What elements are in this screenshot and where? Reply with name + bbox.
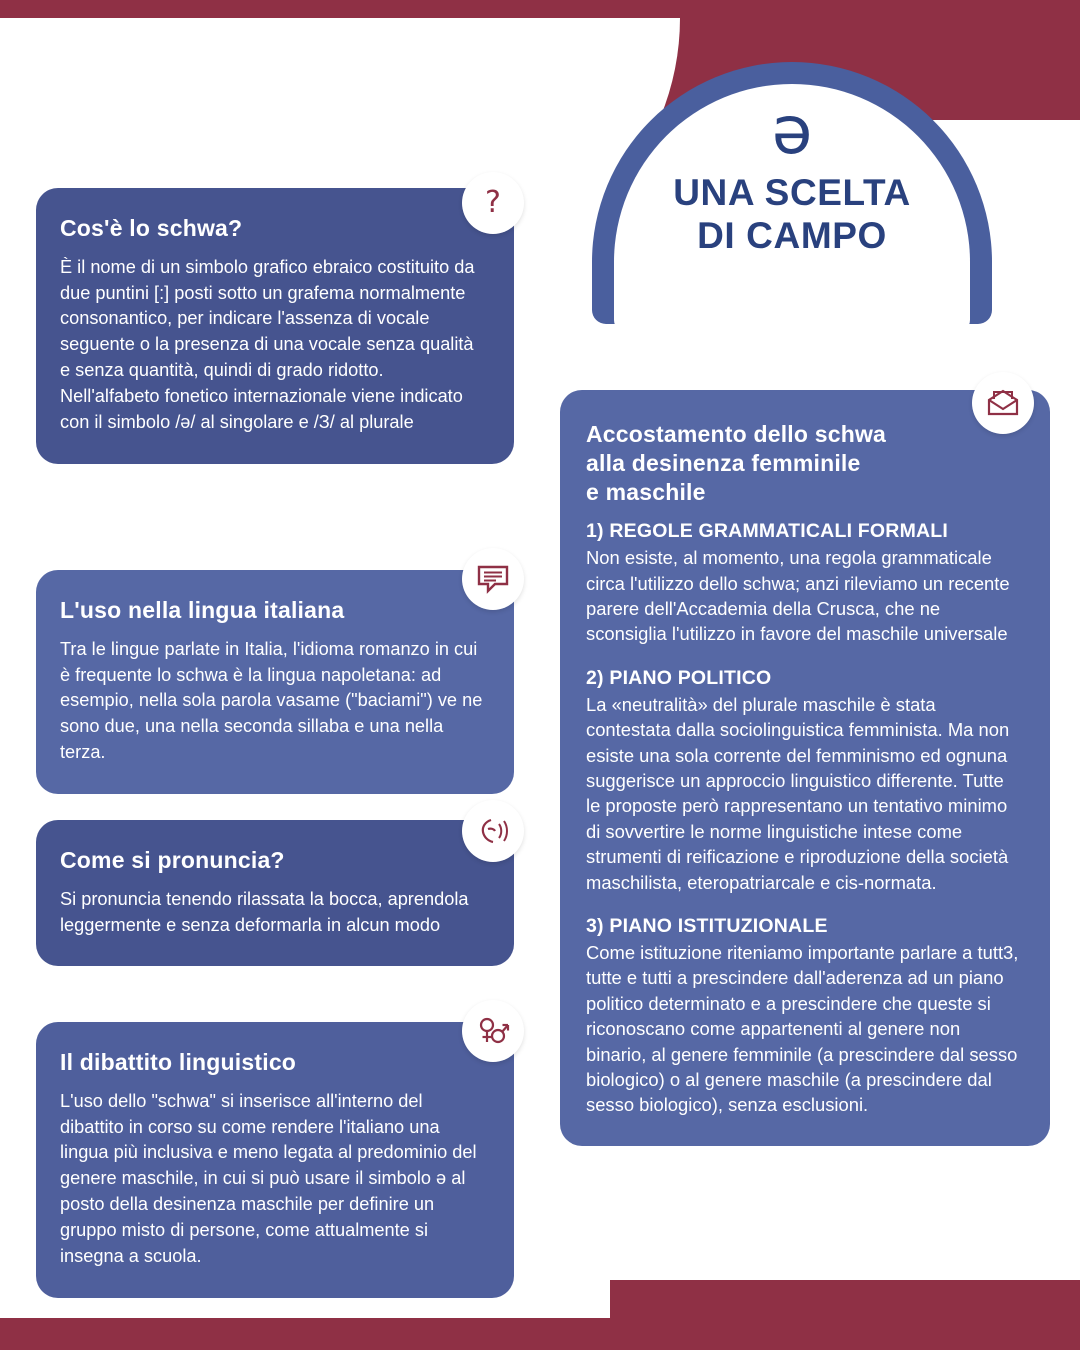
- card-title-line2: alla desinenza femminile: [586, 449, 861, 476]
- card-dibattito-linguistico: [36, 1022, 514, 1298]
- section-heading-3: 3) PIANO ISTITUZIONALE: [586, 914, 828, 937]
- arch-content: [592, 92, 992, 258]
- brand-name-line1: Ordine Psicologi: [108, 41, 317, 75]
- card-body: È il nome di un simbolo grafico ebraico costituito da due puntini [:] posti sotto un grafema normalmente consonantico, per indicare l'assenza di vocale seguente o la presenza di una vocale senza qualità e senza quantità, quindi di grado ridotto. Nell'alfabeto fonetico internazionale viene indicato con il simbolo /ǝ/ al singolare e /З/ al plurale: [60, 256, 475, 432]
- open-envelope-icon: [972, 372, 1034, 434]
- card-body: Tra le lingue parlate in Italia, l'idioma romanzo in cui è frequente lo schwa è la lingua napoletana: ad esempio, nella sola parola vasame ("baciami") ve ne sono due, una nella seconda sillaba e una nella terza.: [60, 638, 483, 763]
- card-title-line3: e maschile: [586, 478, 706, 505]
- brand-name: [108, 41, 344, 108]
- card-title: [586, 420, 1020, 506]
- schwa-symbol: ǝ: [771, 92, 813, 169]
- question-mark-glyph: ?: [485, 185, 501, 220]
- brand-name-line2: Regione Campania: [108, 75, 344, 108]
- page-title: [592, 172, 992, 258]
- gender-symbols-icon: [462, 1000, 524, 1062]
- page-title-line1: UNA SCELTA: [673, 172, 911, 213]
- card-title: L'uso nella lingua italiana: [60, 597, 345, 623]
- card-body: L'uso dello "schwa" si inserisce all'interno del dibattito in corso su come rendere l'italiano una lingua più inclusiva e meno legata al predominio del genere maschile, in cui si può usare il simbolo ǝ al posto della desinenza maschile per definire un gruppo misto di persone, come attualmente si insegna a scuola.: [60, 1090, 477, 1266]
- card-cos-e-lo-schwa: [36, 185, 514, 464]
- background-band-bottom: [0, 1318, 1080, 1350]
- card-come-si-pronuncia: [36, 820, 514, 966]
- card-title-line1: Accostamento dello schwa: [586, 421, 887, 447]
- card-accostamento-schwa: [560, 390, 1050, 1146]
- section-body-3: Come istituzione riteniamo importante parlare a tutt3, tutte e tutti a prescindere dall'aderenza ad un piano politico determinato e a prescindere che queste si riconoscano come appartenenti al genere non binario, al genere femminile (a prescindere dal sesso biologico) o al genere maschile (a prescindere dal sesso biologico), senza esclusioni.: [586, 941, 1019, 1116]
- section-heading-1: 1) REGOLE GRAMMATICALI FORMALI: [586, 520, 949, 543]
- question-mark-icon: [462, 172, 524, 234]
- card-title: Cos'è lo schwa?: [60, 215, 243, 241]
- speech-bubble-icon: [462, 548, 524, 610]
- card-body: Si pronuncia tenendo rilassata la bocca, aprendola leggermente e senza deformarla in alcun modo: [60, 888, 469, 935]
- brand-logo: [34, 38, 344, 112]
- section-heading-2: 2) PIANO POLITICO: [586, 666, 772, 689]
- psi-monogram-icon: [34, 38, 96, 112]
- card-uso-lingua-italiana: [36, 570, 514, 794]
- card-title: Come si pronuncia?: [60, 847, 285, 873]
- header-arch: [592, 62, 992, 342]
- card-title: Il dibattito linguistico: [60, 1049, 297, 1075]
- page-title-line2: DI CAMPO: [697, 214, 887, 256]
- section-body-1: Non esiste, al momento, una regola grammaticale circa l'utilizzo dello schwa; anzi rileviamo un recente parere dell'Accademia della Crusca, che ne sconsiglia l'utilizzo in favore del maschile universale: [586, 547, 1010, 645]
- section-body-2: La «neutralità» del plurale maschile è stata contestata dalla sociolinguistica femminista. Ma non esiste una sola corrente del femminismo ed ognuna suggerisce un approccio linguistico differente. Tutte le proposte però rappresentano un tentativo minimo di sovvertire le norme linguistiche intese come strumenti di reificazione e riproduzione della società maschilista, eteropatriarcale e cis-normata.: [586, 693, 1010, 893]
- speaking-mouth-icon: [462, 800, 524, 862]
